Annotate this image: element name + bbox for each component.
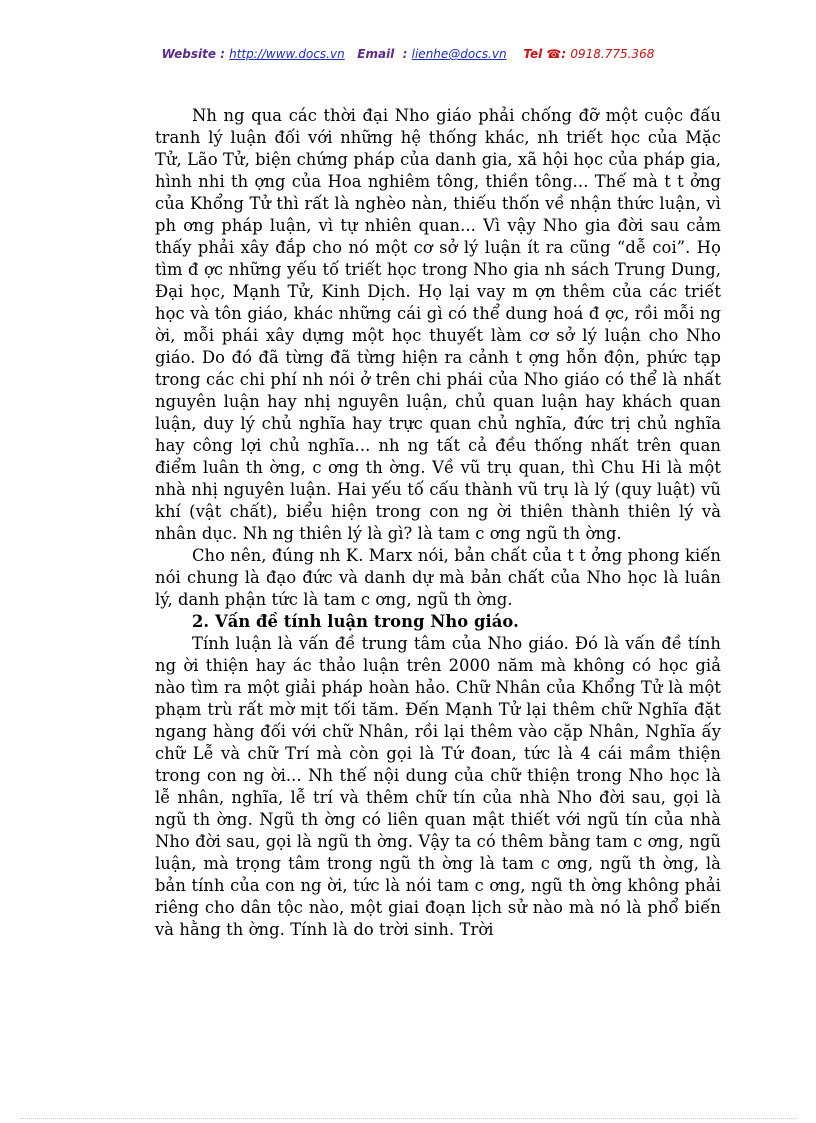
email-label: Email [357,47,395,61]
tel-label: Tel [523,47,543,61]
website-label: Website [161,47,216,61]
paragraph: Cho nên, đúng nh K. Marx nói, bản chất của t t ởng phong kiến nói chung là đạo đức và danh dự mà bản chất của Nho học là luân lý, danh phận tức là tam c ơng, ngũ th ờng. [155,546,721,609]
footer-divider [20,1118,796,1119]
paragraph: Nh ng qua các thời đại Nho giáo phải chống đỡ một cuộc đấu tranh lý luận đối với những hệ thống khác, nh triết học của Mặc Tử, Lão Tử, biện chứng pháp của danh gia, xã hội học của pháp gia, hình nhi th ợng của Hoa nghiêm tông, thiền tông... Thế mà t t ởng của Khổng Tử thì rất là nghèo nàn, thiếu thốn về nhận thức luận, vì ph ơng pháp luận, vì tự nhiên quan... Vì vậy Nho gia đời sau cảm thấy phải xây đắp cho nó một cơ sở lý luận ít ra cũng “dễ coi”. Họ tìm đ ợc những yếu tố triết học trong Nho gia nh sách Trung Dung, Đại học, Mạnh Tử, Kinh Dịch. Họ lại vay m ợn thêm của các triết học và tôn giáo, khác những cái gì có thể dung hoá đ ợc, rồi mỗi ng ời, mỗi phái xây dựng một học thuyết làm cơ sở lý luận cho Nho giáo. Do đó đã từng đã từng hiện ra cảnh t ợng hỗn độn, phức tạp trong các chi phí nh nói ở trên chi phái của Nho giáo có thể là nhất nguyên luận hay nhị nguyên luận, chủ quan luận hay khách quan luận, duy lý chủ nghĩa hay trực quan chủ nghĩa, đức trị chủ nghĩa hay công lợi chủ nghĩa... nh ng tất cả đều thống nhất trên quan điểm luân th ờng, c ơng th ờng. Về vũ trụ quan, thì Chu Hi là một nhà nhị nguyên luận. Hai yếu tố cấu thành vũ trụ là lý (quy luật) vũ khí (vật chất), biểu hiện trong con ng ời thiên thành thiên lý và nhân dục. Nh ng thiên lý là gì? là tam c ơng ngũ th ờng. [155,106,721,543]
page-header: Website : http://www.docs.vn Email : lienhe@docs.vn Tel ☎: 0918.775.368 [161,47,655,61]
paragraph: Tính luận là vấn đề trung tâm của Nho giáo. Đó là vấn đề tính ng ời thiện hay ác thảo luận trên 2000 năm mà không có học giả nào tìm ra một giải pháp hoàn hảo. Chữ Nhân của Khổng Tử là một phạm trù rất mờ mịt tối tăm. Đến Mạnh Tử lại thêm chữ Nghĩa đặt ngang hàng đối với chữ Nhân, rồi lại thêm vào cặp Nhân, Nghĩa ấy chữ Lễ và chữ Trí mà còn gọi là Tứ đoan, tức là 4 cái mầm thiện trong con ng ời... Nh thế nội dung của chữ thiện trong Nho học là lễ nhân, nghĩa, lễ trí và thêm chữ tín của nhà Nho đời sau, gọi là ngũ th ờng. Ngũ th ờng có liên quan mật thiết với ngũ tín của nhà Nho đời sau, gọi là ngũ th ờng. Vậy ta có thêm bằng tam c ơng, ngũ luận, mà trọng tâm trong ngũ th ờng là tam c ơng, ngũ th ờng, là bản tính của con ng ời, tức là nói tam c ơng, ngũ th ờng không phải riêng cho dân tộc nào, một giai đoạn lịch sử nào mà nó là phổ biến và hằng th ờng. Tính là do trời sinh. Trời [155,634,721,939]
phone-icon: ☎ [546,47,562,61]
phone-number: 0918.775.368 [570,47,655,61]
website-link[interactable]: http://www.docs.vn [229,47,345,61]
email-link[interactable]: lienhe@docs.vn [411,47,507,61]
document-body [155,105,721,941]
section-heading: 2. Vấn đề tính luận trong Nho giáo. [192,612,519,631]
